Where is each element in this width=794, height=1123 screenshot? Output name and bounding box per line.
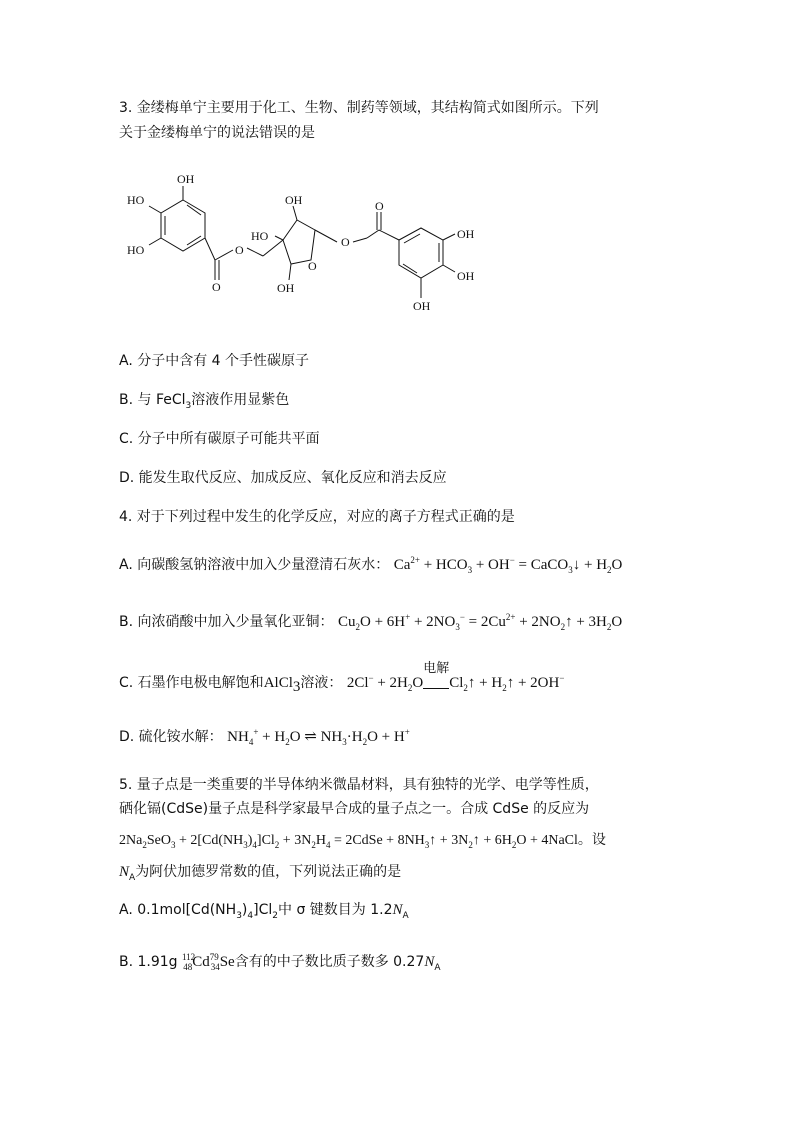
q4-option-c-post: 溶液：	[300, 675, 343, 691]
q5-option-a-mid: )	[241, 902, 248, 918]
q4-stem: 4. 对于下列过程中发生的化学反应，对应的离子方程式正确的是	[119, 509, 515, 525]
q4-option-c-equation: $2Cl^- + 2H_2O$ 电解 $Cl_2↑$ + $H_2↑ + 2OH^-$	[346, 661, 565, 693]
label-oh-right-2: OH	[457, 269, 475, 283]
q3-option-b-pre: B. 与 FeCl	[119, 392, 186, 408]
q4-option-d	[119, 727, 410, 747]
q4-option-b-text: B. 向浓硝酸中加入少量氧化亚铜：	[119, 614, 334, 630]
q5-line3	[119, 830, 606, 851]
q5-cdse-isotope: $^{112}_{48}Cd^{79}_{34}Se$	[182, 952, 235, 972]
q5-option-b: B. 1.91g $^{112}_{48}Cd^{79}_{34}Se$含有的中子数比质子数多 $0.27N_A$	[119, 952, 441, 973]
q4-option-c-salt: AlCl	[263, 675, 293, 691]
q3-option-c: C. 分子中所有碳原子可能共平面	[119, 431, 320, 447]
label-o-ring: O	[308, 259, 317, 273]
q4-option-c: C. 石墨作电极电解饱和AlCl$_3$溶液： $2Cl^- + 2H_2O$ 电解 $Cl_2↑$ + $H_2↑ + 2OH^-$	[119, 661, 565, 695]
q5-option-a-pre: A. 0.1mol[Cd(NH	[119, 902, 237, 918]
label-o-ester-right: O	[341, 235, 350, 249]
q5-option-a-tail: 中 σ 键数目为 1.2	[278, 902, 393, 918]
label-oh-right-1: OH	[457, 227, 475, 241]
q5-line2: 硒化镉(CdSe)量子点是科学家最早合成的量子点之一。合成 CdSe 的反应为	[119, 801, 590, 817]
q5-option-b-post: 含有的中子数比质子数多 0.27	[234, 954, 425, 970]
q5-line4-post: 为阿伏加德罗常数的值，下列说法正确的是	[135, 864, 402, 880]
q3-option-b	[119, 390, 289, 410]
label-oh-ring-top: OH	[285, 193, 303, 207]
q4-option-c-pre: C. 石墨作电极电解饱和	[119, 675, 264, 691]
q5-option-a-post: ]Cl	[253, 902, 273, 918]
q4-option-a-text: A. 向碳酸氢钠溶液中加入少量澄清石灰水：	[119, 557, 390, 573]
q5-line1: 5. 量子点是一类重要的半导体纳米微晶材料，具有独特的光学、电学等性质，	[119, 777, 599, 793]
label-o-ester-left: O	[235, 243, 244, 257]
label-o-carbonyl-right: O	[375, 199, 384, 213]
q4-option-d-text: D. 硫化铵水解：	[119, 729, 223, 745]
q5-na-symbol: N	[119, 864, 130, 880]
hamamelitannin-structure	[115, 160, 495, 330]
q3-option-d: D. 能发生取代反应、加成反应、氧化反应和消去反应	[119, 470, 447, 486]
q4-option-a-equation: $Ca^{2+} + HCO_3 + OH^-$ = CaCO$_3$↓ + $H_2O$	[393, 555, 623, 575]
q3-option-a: A. 分子中含有 4 个手性碳原子	[119, 353, 310, 369]
q3-option-b-sub: 3	[185, 400, 192, 411]
label-oh-right-3: OH	[413, 299, 431, 313]
q4-option-c-condition: 电解	[423, 661, 450, 676]
q3-stem-line1: 3. 金缕梅单宁主要用于化工、生物、制药等领域，其结构简式如图所示。下列	[119, 100, 599, 116]
label-o-carbonyl-left: O	[212, 280, 221, 294]
label-oh-top-left: OH	[177, 172, 195, 186]
label-ho-left-1: HO	[127, 193, 145, 207]
q3-stem-line2: 关于金缕梅单宁的说法错误的是	[119, 125, 315, 141]
label-ho-left-2: HO	[127, 243, 145, 257]
q4-option-a	[119, 555, 622, 575]
q5-option-a: A. $0.1mol[Cd(NH_3)_4]Cl_2$中 σ 键数目为 $1.2N_A$	[119, 902, 409, 921]
q4-option-b	[119, 612, 622, 632]
q5-reaction-equation: $2Na_2SeO_3 + 2[Cd(NH_3)_4]Cl_2 + 3N_2H_4$ = 2CdSe + $8NH_3↑$ + $3N_2↑ + 6H_2O$ + 4NaCl	[119, 833, 578, 850]
label-ho-ring: HO	[251, 229, 269, 243]
q5-na-sub: A	[129, 872, 136, 883]
q3-option-b-post: 溶液作用显紫色	[191, 392, 290, 408]
q5-line4	[119, 862, 401, 882]
q5-option-b-pre: B. 1.91g	[119, 954, 183, 970]
q4-option-d-equation: $NH_4^+ + H_2O$ ⇌ $NH_3\cdot H_2O + H^+$	[227, 727, 410, 747]
q5-line3-tail: 。设	[577, 832, 606, 848]
q4-option-b-equation: $Cu_2O + 6H^+ + 2NO_3^- = 2Cu^{2+}$ + $2NO_2↑ + 3H_2O$	[337, 612, 623, 632]
label-oh-ring-bottom: OH	[277, 281, 295, 295]
